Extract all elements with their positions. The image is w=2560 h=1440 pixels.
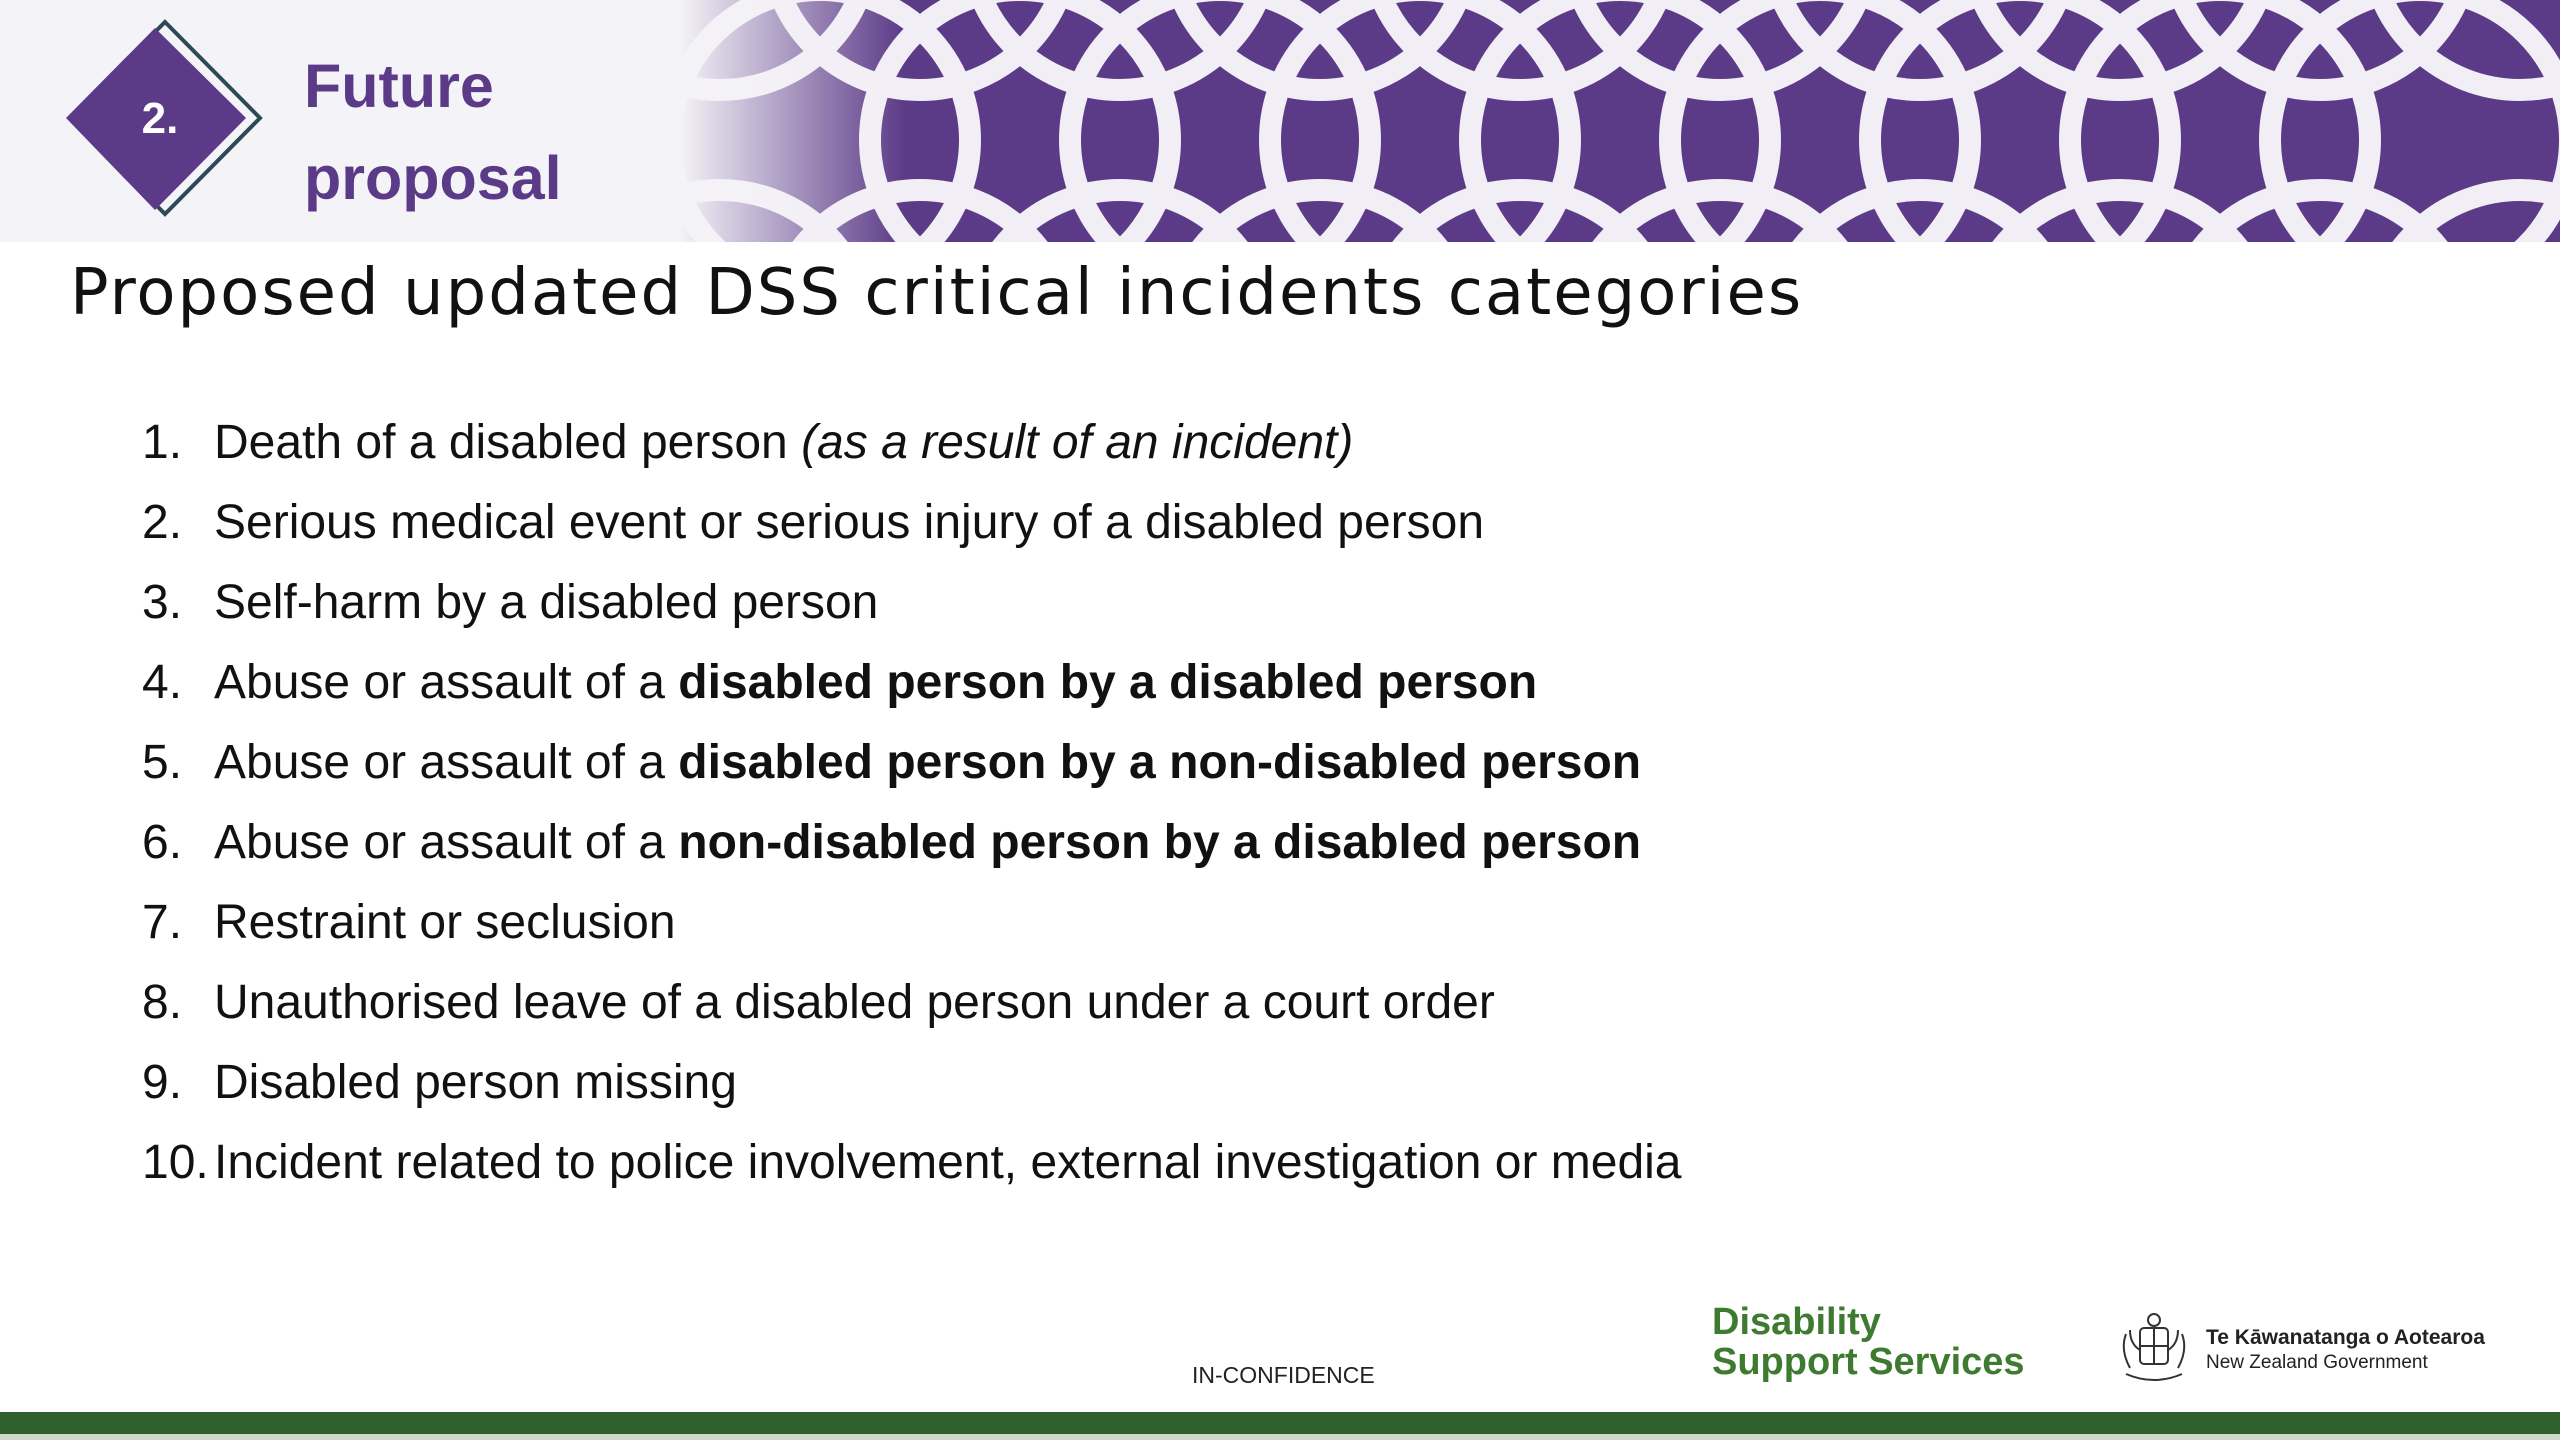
classification-label: IN-CONFIDENCE	[1192, 1362, 1375, 1388]
nz-government-logo	[2112, 1308, 2485, 1392]
list-item	[142, 562, 2342, 642]
list-item	[142, 402, 2342, 482]
dss-logo-line1: Disability	[1712, 1301, 1881, 1343]
item-text: Death of a disabled person (as a result of an incident)	[214, 415, 1354, 469]
footer-bar	[0, 1412, 2560, 1434]
item-text: Serious medical event or serious injury of a disabled person	[214, 495, 1485, 549]
slide-header	[0, 0, 2560, 242]
list-item	[142, 1122, 2342, 1202]
item-number: 3.	[142, 575, 183, 629]
item-text: Unauthorised leave of a disabled person under a court order	[214, 975, 1495, 1029]
item-text: Abuse or assault of a non-disabled person by a disabled person	[214, 815, 1642, 869]
incident-categories-list	[142, 402, 2342, 1202]
item-number: 9.	[142, 1055, 183, 1109]
item-text: Restraint or seclusion	[214, 895, 676, 949]
section-title-line2: proposal	[304, 144, 562, 212]
gov-text	[2206, 1326, 2485, 1374]
item-number: 4.	[142, 655, 183, 709]
item-number: 6.	[142, 815, 183, 869]
item-number: 1.	[142, 415, 183, 469]
gov-line2: New Zealand Government	[2206, 1352, 2428, 1373]
list-item	[142, 722, 2342, 802]
section-badge	[60, 14, 270, 224]
dss-logo	[1712, 1302, 2025, 1382]
item-number: 5.	[142, 735, 183, 789]
list-item	[142, 882, 2342, 962]
interlocking-circles-pattern	[680, 0, 2560, 242]
section-title	[304, 40, 664, 224]
gov-line1: Te Kāwanatanga o Aotearoa	[2206, 1326, 2485, 1349]
section-number: 2.	[141, 94, 179, 143]
list-item	[142, 1042, 2342, 1122]
list-item	[142, 642, 2342, 722]
item-number: 8.	[142, 975, 183, 1029]
item-text: Abuse or assault of a disabled person by a disabled person	[214, 655, 1538, 709]
item-text: Abuse or assault of a disabled person by a non-disabled person	[214, 735, 1642, 789]
item-text: Self-harm by a disabled person	[214, 575, 879, 629]
item-number: 10.	[142, 1135, 209, 1189]
item-text: Disabled person missing	[214, 1055, 737, 1109]
item-text: Incident related to police involvement, external investigation or media	[214, 1135, 1682, 1189]
item-number: 2.	[142, 495, 183, 549]
slide-title: Proposed updated DSS critical incidents categories	[70, 256, 1804, 330]
section-title-line1: Future	[304, 52, 494, 120]
footer-line	[0, 1434, 2560, 1440]
item-number: 7.	[142, 895, 183, 949]
dss-logo-line2: Support Services	[1712, 1341, 2025, 1383]
nz-coat-of-arms-icon	[2112, 1308, 2196, 1392]
list-item	[142, 962, 2342, 1042]
list-item	[142, 482, 2342, 562]
list-item	[142, 802, 2342, 882]
